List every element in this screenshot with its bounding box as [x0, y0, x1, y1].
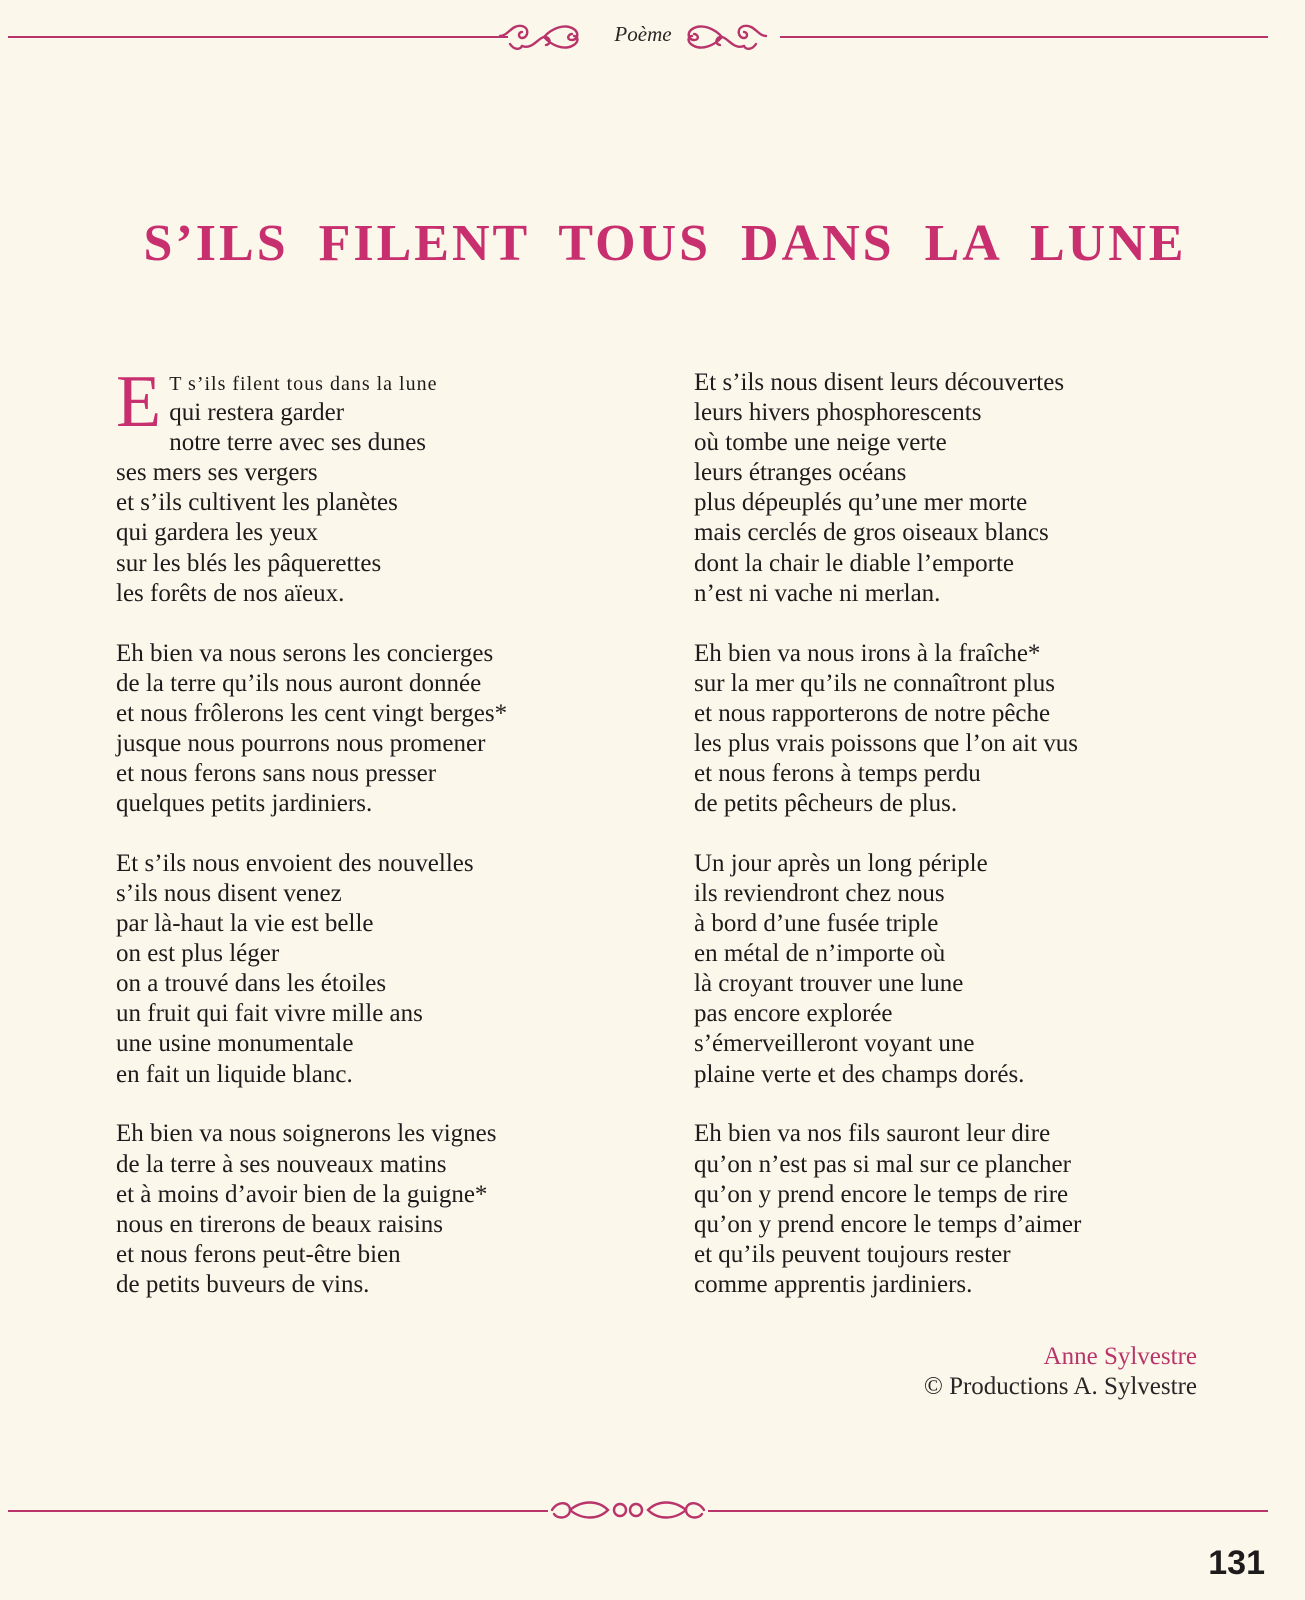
poem-line: sur la mer qu’ils ne connaîtront plus — [694, 669, 1056, 697]
poem-line: là croyant trouver une lune — [694, 970, 964, 998]
stanza — [116, 1119, 676, 1300]
stanza — [694, 1119, 1254, 1300]
poem-line: et nous ferons à temps perdu — [694, 759, 981, 787]
poem-line: leurs étranges océans — [694, 459, 907, 487]
poem-line: et nous rapporterons de notre pêche — [694, 699, 1051, 727]
stanza — [116, 361, 676, 609]
poem-line: à bord d’une fusée triple — [694, 910, 939, 938]
poem-line: ses mers ses vergers — [116, 459, 318, 487]
footer-rule-right — [708, 1510, 1268, 1512]
poem-title: S’ILS FILENT TOUS DANS LA LUNE — [143, 215, 1187, 272]
poem-line: n’est ni vache ni merlan. — [694, 579, 941, 607]
poem-line: et à moins d’avoir bien de la guigne* — [116, 1180, 488, 1208]
poem-line: pas encore explorée — [694, 1000, 893, 1028]
poem-line: de la terre qu’ils nous auront donnée — [116, 669, 482, 697]
poem-line: Et s’ils nous envoient des nouvelles — [116, 849, 474, 877]
poem-line: et nous frôlerons les cent vingt berges* — [116, 699, 508, 727]
poem-line: en métal de n’importe où — [694, 940, 946, 968]
poem-line: quelques petits jardiniers. — [116, 790, 373, 818]
poem-column-left — [116, 361, 676, 1330]
poem-line: Eh bien va nous serons les concierges — [116, 639, 494, 667]
poem-line: s’ils nous disent venez — [116, 880, 342, 907]
poem-line: Eh bien va nous irons à la fraîche* — [694, 639, 1041, 667]
poem-line: un fruit qui fait vivre mille ans — [116, 1000, 423, 1028]
poem-line: qui restera garder — [169, 399, 345, 427]
poem-line: Eh bien va nous soignerons les vignes — [116, 1120, 497, 1148]
poem-line: de petits pêcheurs de plus. — [694, 790, 958, 818]
header-label: Poème — [614, 22, 672, 46]
poem-line: plus dépeuplés qu’une mer morte — [694, 489, 1028, 517]
header-ornament-right-icon — [680, 18, 768, 56]
copyright-notice: © Productions A. Sylvestre — [923, 1373, 1197, 1400]
poem-line: jusque nous pourrons nous promener — [116, 729, 486, 757]
poem-line: leurs hivers phosphorescents — [694, 399, 982, 427]
poem-line: on est plus léger — [116, 940, 280, 968]
poem-line: Et s’ils nous disent leurs découvertes — [694, 369, 1065, 396]
poem-line: les forêts de nos aïeux. — [116, 579, 345, 607]
page-number: 131 — [1208, 1544, 1265, 1582]
stanza — [694, 849, 1254, 1090]
poem-line: les plus vrais poissons que l’on ait vus — [694, 729, 1079, 757]
poem-line: ils reviendront chez nous — [694, 880, 945, 907]
poem-line: Un jour après un long périple — [694, 849, 988, 877]
poem-line: notre terre avec ses dunes — [169, 429, 427, 457]
stanza — [116, 639, 676, 820]
poem-line: Eh bien va nos fils sauront leur dire — [694, 1120, 1051, 1148]
poem-line: nous en tirerons de beaux raisins — [116, 1210, 444, 1238]
poem-line — [116, 368, 676, 398]
poem-line: dont la chair le diable l’emporte — [694, 549, 1015, 577]
poem-line-text: T s’ils filent tous dans la lune — [169, 373, 438, 395]
footer-ornament-icon — [548, 1496, 708, 1526]
poem-line: et qu’ils peuvent toujours rester — [694, 1240, 1011, 1268]
poem-line: sur les blés les pâquerettes — [116, 549, 382, 577]
poem-line: on a trouvé dans les étoiles — [116, 970, 387, 998]
poem-line: mais cerclés de gros oiseaux blancs — [694, 519, 1049, 547]
poem-line: et s’ils cultivent les planètes — [116, 489, 398, 517]
footer-rule-left — [8, 1510, 548, 1512]
signature — [924, 1342, 1197, 1402]
poem-line: qu’on y prend encore le temps de rire — [694, 1180, 1069, 1208]
poem-line: qu’on y prend encore le temps d’aimer — [694, 1210, 1082, 1238]
poem-line: une usine monumentale — [116, 1030, 354, 1058]
poem-line: comme apprentis jardiniers. — [694, 1270, 973, 1298]
poem-line: plaine verte et des champs dorés. — [694, 1060, 1025, 1088]
poem-line: de la terre à ses nouveaux matins — [116, 1150, 447, 1178]
stanza — [694, 368, 1254, 609]
drop-cap: E — [116, 361, 162, 443]
header-rule-right — [780, 36, 1268, 38]
poem-line: en fait un liquide blanc. — [116, 1060, 353, 1088]
poem-column-right — [694, 368, 1254, 1330]
poem-line: et nous ferons sans nous presser — [116, 759, 437, 787]
header-ornament-left-icon — [498, 18, 586, 56]
poem-line: par là-haut la vie est belle — [116, 910, 374, 938]
stanza — [116, 849, 676, 1090]
poem-line: qui gardera les yeux — [116, 519, 319, 547]
poem-line: qu’on n’est pas si mal sur ce plancher — [694, 1150, 1071, 1178]
poem-line: de petits buveurs de vins. — [116, 1270, 370, 1298]
stanza — [694, 639, 1254, 820]
poem-line: où tombe une neige verte — [694, 429, 947, 457]
poem-line: s’émerveilleront voyant une — [694, 1030, 975, 1058]
author-name: Anne Sylvestre — [1043, 1343, 1197, 1370]
header-rule-left — [8, 36, 508, 38]
poem-line: et nous ferons peut-être bien — [116, 1240, 401, 1268]
